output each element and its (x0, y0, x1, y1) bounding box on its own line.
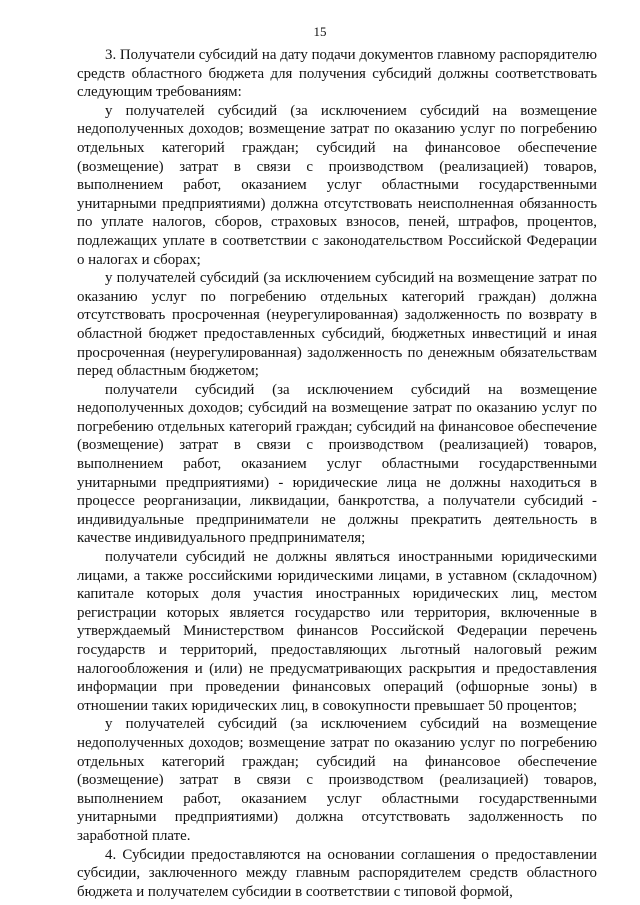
paragraph-3-requirements-intro: 3. Получатели субсидий на дату подачи документов главному распорядителю средств областного бюджета для получения субсидий должны соответствовать следующим требованиям: (77, 47, 597, 101)
paragraph-foreign-entity-requirement: получатели субсидий не должны являться иностранными юридическими лицами, а также российскими юридическими лицами, в уставном (складочном) капитале которых доля участия иностранных юридических лиц, местом регистрации которых является государство или территория, включенные в утверждаемый Министерством финансов Российской Федерации перечень государств и территорий, предоставляющих льготный налоговый режим налогообложения и (или) не предусматривающих раскрытия и предоставления информации при проведении финансовых операций (офшорные зоны) в отношении таких юридических лиц, в совокупности превышает 50 процентов; (77, 549, 597, 714)
document-body (77, 46, 597, 901)
paragraph-4-agreement: 4. Субсидии предоставляются на основании соглашения о предоставлении субсидии, заключенного между главным распорядителем средств областного бюджета и получателем субсидии в соответствии с типовой формой, (77, 846, 597, 900)
paragraph-reorganization-requirement: получатели субсидий (за исключением субсидий на возмещение недополученных доходов; субсидий на возмещение затрат по оказанию услуг по погребению отдельных категорий граждан; субсидий на финансовое обеспечение (возмещение) затрат в связи с производством (реализацией) товаров, выполнением работ, оказанием услуг областными государственными унитарными предприятиями) - юридические лица не должны находиться в процессе реорганизации, ликвидации, банкротства, а получатели субсидий - индивидуальные предприниматели не должны прекратить деятельность в качестве индивидуального предпринимателя; (77, 381, 597, 547)
page-number: 15 (313, 24, 327, 39)
paragraph-tax-debt-requirement: у получателей субсидий (за исключением субсидий на возмещение недополученных доходов; возмещение затрат по оказанию услуг по погребению отдельных категорий граждан; субсидий на финансовое обеспечение (возмещение) затрат в связи с производством (реализацией) товаров, выполнением работ, оказанием услуг областными государственными унитарными предприятиями) должна отсутствовать неисполненная обязанность по уплате налогов, сборов, страховых взносов, пеней, штрафов, процентов, подлежащих уплате в соответствии с законодательством Российской Федерации о налогах и сборах; (77, 102, 597, 268)
paragraph-budget-debt-requirement: у получателей субсидий (за исключением субсидий на возмещение затрат по оказанию услуг по погребению отдельных категорий граждан) должна отсутствовать просроченная (неурегулированная) задолженность по возврату в областной бюджет предоставленных субсидий, бюджетных инвестиций и иная просроченная (неурегулированная) задолженность по денежным обязательствам перед областным бюджетом; (77, 270, 597, 380)
paragraph-wage-debt-requirement: у получателей субсидий (за исключением субсидий на возмещение недополученных доходов; возмещение затрат по оказанию услуг по погребению отдельных категорий граждан; субсидий на финансовое обеспечение (возмещение) затрат в связи с производством (реализацией) товаров, выполнением работ, оказанием услуг областными государственными унитарными предприятиями) должна отсутствовать задолженность по заработной плате. (77, 716, 597, 844)
